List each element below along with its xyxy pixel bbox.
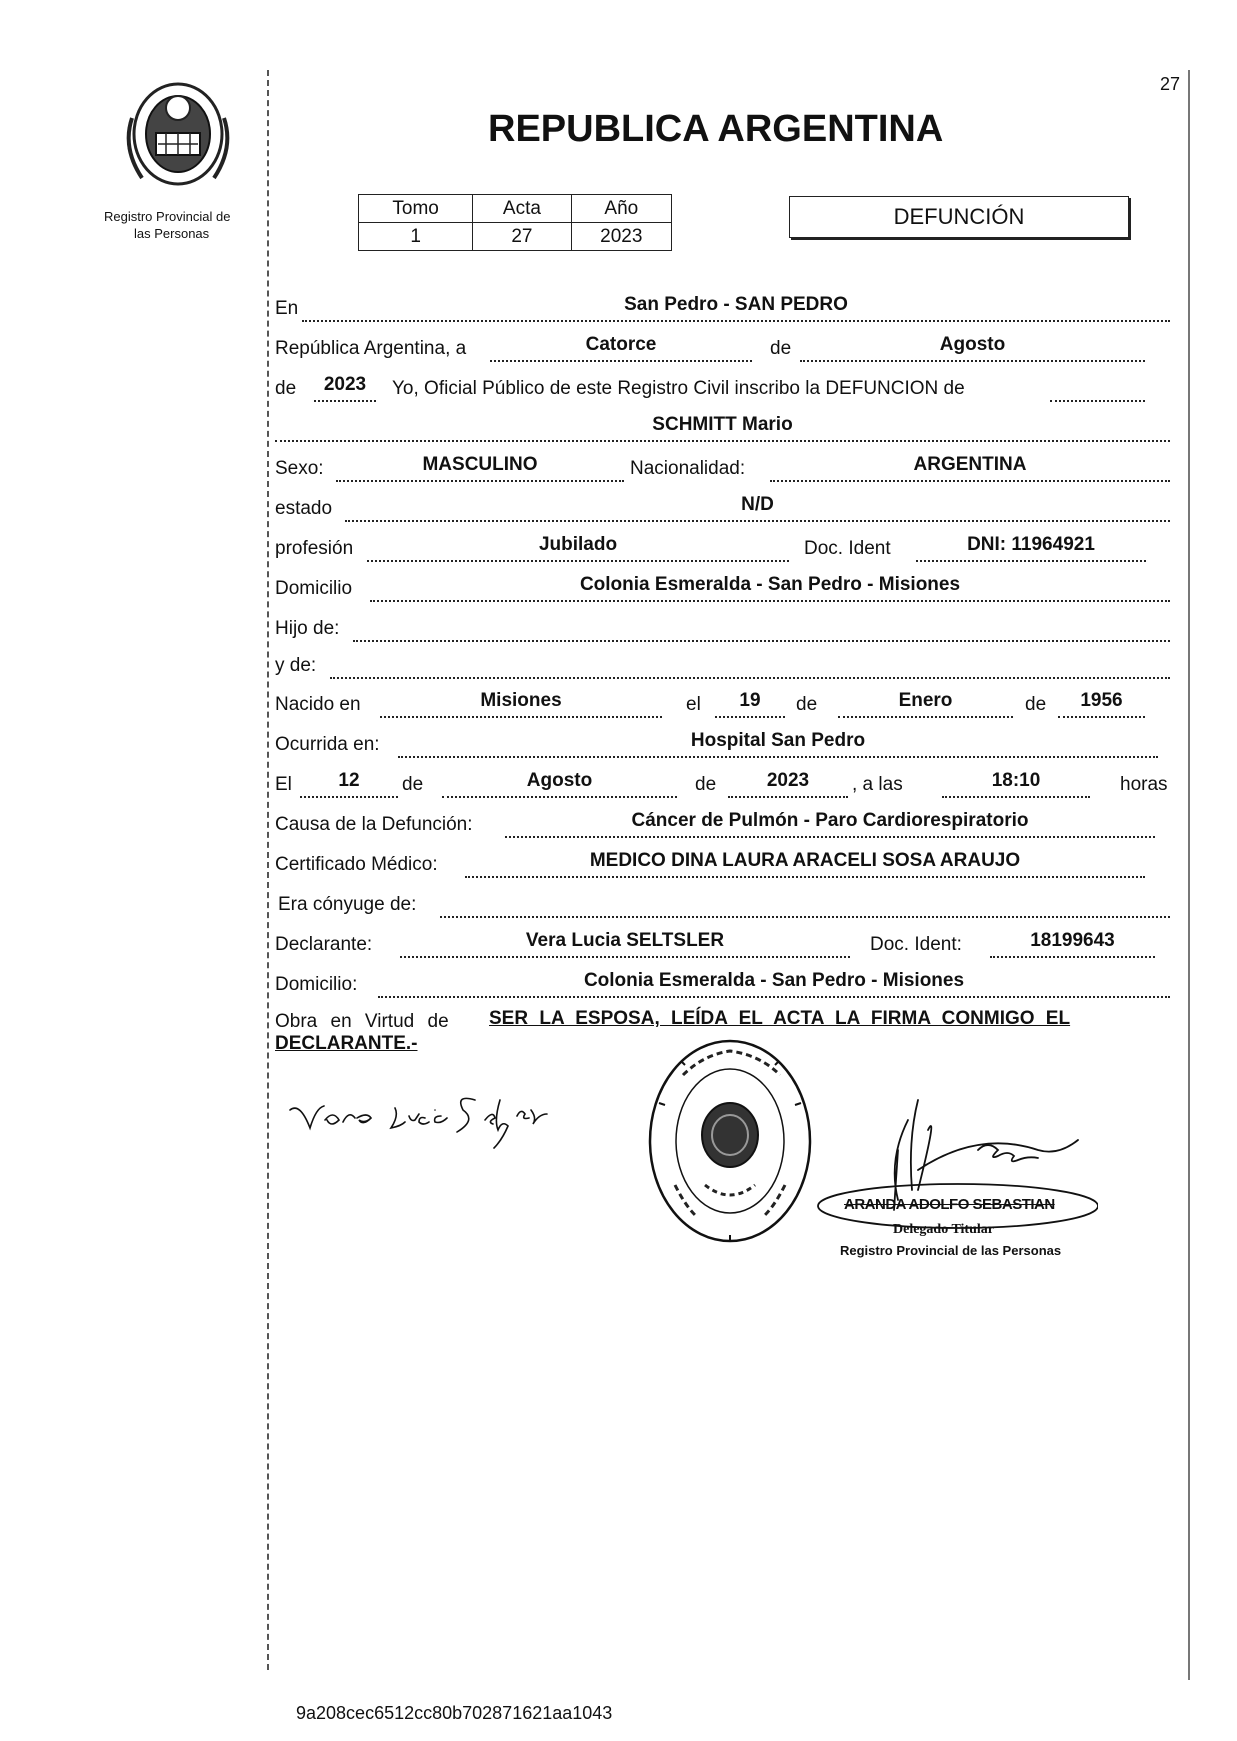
mes-value: Agosto [939, 334, 1006, 355]
doc-label: Doc. Ident [804, 538, 891, 559]
registry-name-line1: Registro Provincial de [104, 209, 231, 224]
domicilio-value: Colonia Esmeralda - San Pedro - Misiones [579, 574, 961, 595]
causa-label: Causa de la Defunción: [275, 814, 473, 835]
acta-header: Acta [473, 195, 571, 223]
nac-dia-value: 19 [739, 690, 761, 711]
nac-anio-value: 1956 [1080, 690, 1123, 711]
declarant-signature [285, 1080, 595, 1150]
nac-mes-value: Enero [898, 690, 953, 711]
record-type-label: DEFUNCIÓN [893, 204, 1025, 229]
doc2-value: 18199643 [1030, 930, 1115, 951]
def-anio-value: 2023 [766, 770, 810, 791]
obra-value-line2: DECLARANTE.- [275, 1033, 418, 1054]
official-seal [645, 1035, 815, 1247]
official-title: Delegado Titular [893, 1222, 994, 1237]
ocurrida-value: Hospital San Pedro [690, 730, 866, 751]
causa-value: Cáncer de Pulmón - Paro Cardiorespiratorio [631, 810, 1029, 831]
obra-label: Obra en Virtud de [275, 1011, 449, 1032]
left-margin-line [267, 70, 269, 1670]
tomo-acta-anio-table [358, 194, 672, 251]
nacionalidad-value: ARGENTINA [913, 454, 1027, 475]
horas-label: horas [1120, 774, 1168, 795]
conyuge-label: Era cónyuge de: [278, 894, 417, 915]
en-value: San Pedro - SAN PEDRO [624, 294, 848, 315]
official-signature [808, 1090, 1098, 1240]
domicilio2-value: Colonia Esmeralda - San Pedro - Misiones [583, 970, 965, 991]
nacionalidad-label: Nacionalidad: [630, 458, 746, 479]
anio-value-text: 2023 [323, 374, 367, 395]
inscribo-text: Yo, Oficial Público de este Registro Civil inscribo la DEFUNCION de [392, 378, 965, 399]
el2-label: El [275, 774, 292, 795]
estado-value: N/D [741, 494, 774, 515]
record-type-box [789, 196, 1129, 238]
declarante-value: Vera Lucia SELTSLER [525, 930, 725, 951]
page-number: 27 [1160, 74, 1181, 94]
domicilio2-label: Domicilio: [275, 974, 358, 995]
profesion-label: profesión [275, 538, 354, 559]
declarante-label: Declarante: [275, 934, 373, 955]
ocurrida-label: Ocurrida en: [275, 734, 380, 755]
def-de2-label: de [695, 774, 717, 795]
sexo-label: Sexo: [275, 458, 324, 479]
coat-of-arms-icon [118, 78, 238, 193]
el-label: el [686, 694, 701, 715]
profesion-value: Jubilado [538, 534, 618, 555]
acta-value: 27 [473, 223, 571, 251]
tomo-header: Tomo [359, 195, 473, 223]
obra-value-line1: SER LA ESPOSA, LEÍDA EL ACTA LA FIRMA CONMIGO EL [489, 1008, 1071, 1029]
certificado-value: MEDICO DINA LAURA ARACELI SOSA ARAUJO [589, 850, 1021, 871]
tomo-value: 1 [359, 223, 473, 251]
def-de-label: de [402, 774, 424, 795]
hijo-label: Hijo de: [275, 618, 340, 639]
hora-value: 18:10 [991, 770, 1041, 791]
official-registry: Registro Provincial de las Personas [840, 1243, 1062, 1258]
nac-de-label: de [796, 694, 818, 715]
dia-value: Catorce [585, 334, 657, 355]
def-mes-value: Agosto [526, 770, 593, 791]
yde-label: y de: [275, 655, 317, 676]
estado-label: estado [275, 498, 333, 519]
nacido-value: Misiones [480, 690, 562, 711]
alas-label: , a las [852, 774, 903, 795]
page-title: REPUBLICA ARGENTINA [488, 108, 944, 150]
official-name: ARANDA ADOLFO SEBASTIAN [844, 1196, 1055, 1213]
de-label: de [770, 338, 792, 359]
nac-de2-label: de [1025, 694, 1047, 715]
en-label: En [275, 298, 299, 319]
provincial-logo [118, 78, 238, 193]
certificado-label: Certificado Médico: [275, 854, 438, 875]
right-margin-line [1188, 70, 1190, 1680]
def-dia-value: 12 [338, 770, 360, 791]
nacido-label: Nacido en [275, 694, 361, 715]
domicilio-label: Domicilio [275, 578, 353, 599]
nombre-value: SCHMITT Mario [652, 414, 793, 435]
republica-label: República Argentina, a [275, 338, 467, 359]
document-hash: 9a208cec6512cc80b702871621aa1043 [296, 1703, 613, 1723]
de2-label: de [275, 378, 297, 399]
anio-value: 2023 [571, 223, 671, 251]
registry-name-line2: las Personas [134, 226, 210, 241]
doc-value: DNI: 11964921 [967, 534, 1095, 555]
anio-header: Año [571, 195, 671, 223]
doc2-label: Doc. Ident: [870, 934, 962, 955]
sexo-value: MASCULINO [422, 454, 538, 475]
